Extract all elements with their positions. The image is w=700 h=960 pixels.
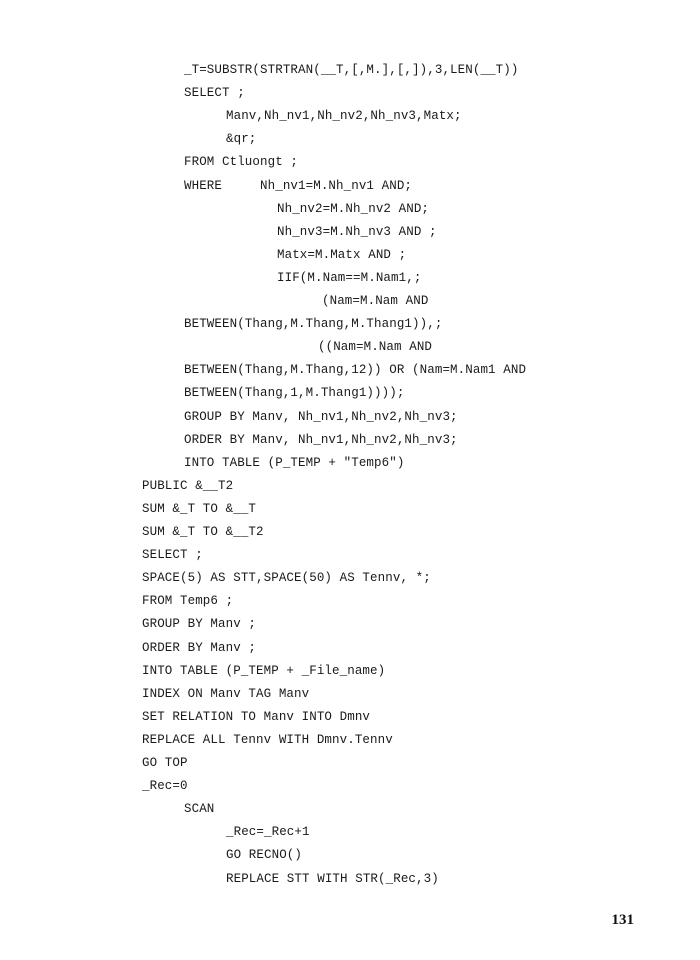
code-line: GROUP BY Manv ; xyxy=(142,617,257,632)
code-line: SUM &_T TO &__T2 xyxy=(142,525,264,539)
code-line: _Rec=0 xyxy=(142,779,188,794)
code-line: FROM Temp6 ; xyxy=(142,594,234,609)
code-line: ((Nam=M.Nam AND xyxy=(318,340,433,355)
code-line: BETWEEN(Thang,M.Thang,M.Thang1)),; xyxy=(184,317,443,332)
code-line: Nh_nv3=M.Nh_nv3 AND ; xyxy=(277,224,437,239)
code-line: FROM Ctluongt ; xyxy=(184,155,299,170)
code-line: Matx=M.Matx AND ; xyxy=(277,247,407,262)
code-line: SCAN xyxy=(184,802,215,817)
code-line: SELECT ; xyxy=(142,548,203,563)
code-line: SUM &_T TO &__T xyxy=(142,501,257,516)
code-line: IIF(M.Nam==M.Nam1,; xyxy=(277,270,422,285)
code-line: GO TOP xyxy=(142,756,188,770)
code-line: WHERE Nh_nv1=M.Nh_nv1 AND; xyxy=(184,178,413,193)
code-line: BETWEEN(Thang,1,M.Thang1)))); xyxy=(184,386,405,401)
code-line: REPLACE ALL Tennv WITH Dmnv.Tennv xyxy=(142,732,393,747)
code-line: ORDER BY Manv ; xyxy=(142,640,257,655)
code-line: ORDER BY Manv, Nh_nv1,Nh_nv2,Nh_nv3; xyxy=(184,432,458,447)
code-line: SPACE(5) AS STT,SPACE(50) AS Tennv, *; xyxy=(142,571,431,586)
code-line: _T=SUBSTR(STRTRAN(__T,[,M.],[,]),3,LEN(__T)) xyxy=(184,63,519,77)
code-line: BETWEEN(Thang,M.Thang,12)) OR (Nam=M.Nam1 AND xyxy=(184,363,527,378)
code-line: _Rec=_Rec+1 xyxy=(226,825,310,840)
page-number: 131 xyxy=(611,912,634,928)
code-line: Nh_nv2=M.Nh_nv2 AND; xyxy=(277,201,430,216)
code-line: SET RELATION TO Manv INTO Dmnv xyxy=(142,709,371,724)
code-line: REPLACE STT WITH STR(_Rec,3) xyxy=(226,871,439,886)
code-line: (Nam=M.Nam AND xyxy=(322,294,429,308)
code-line: INDEX ON Manv TAG Manv xyxy=(142,686,310,701)
code-line: INTO TABLE (P_TEMP + _File_name) xyxy=(142,663,386,678)
code-line: GO RECNO() xyxy=(226,848,303,863)
code-line: PUBLIC &__T2 xyxy=(142,478,234,493)
code-line: &qr; xyxy=(226,132,257,147)
code-line: INTO TABLE (P_TEMP + "Temp6") xyxy=(184,455,405,470)
code-line: SELECT ; xyxy=(184,86,245,101)
code-line: GROUP BY Manv, Nh_nv1,Nh_nv2,Nh_nv3; xyxy=(184,409,458,424)
code-line: Manv,Nh_nv1,Nh_nv2,Nh_nv3,Matx; xyxy=(226,109,462,124)
